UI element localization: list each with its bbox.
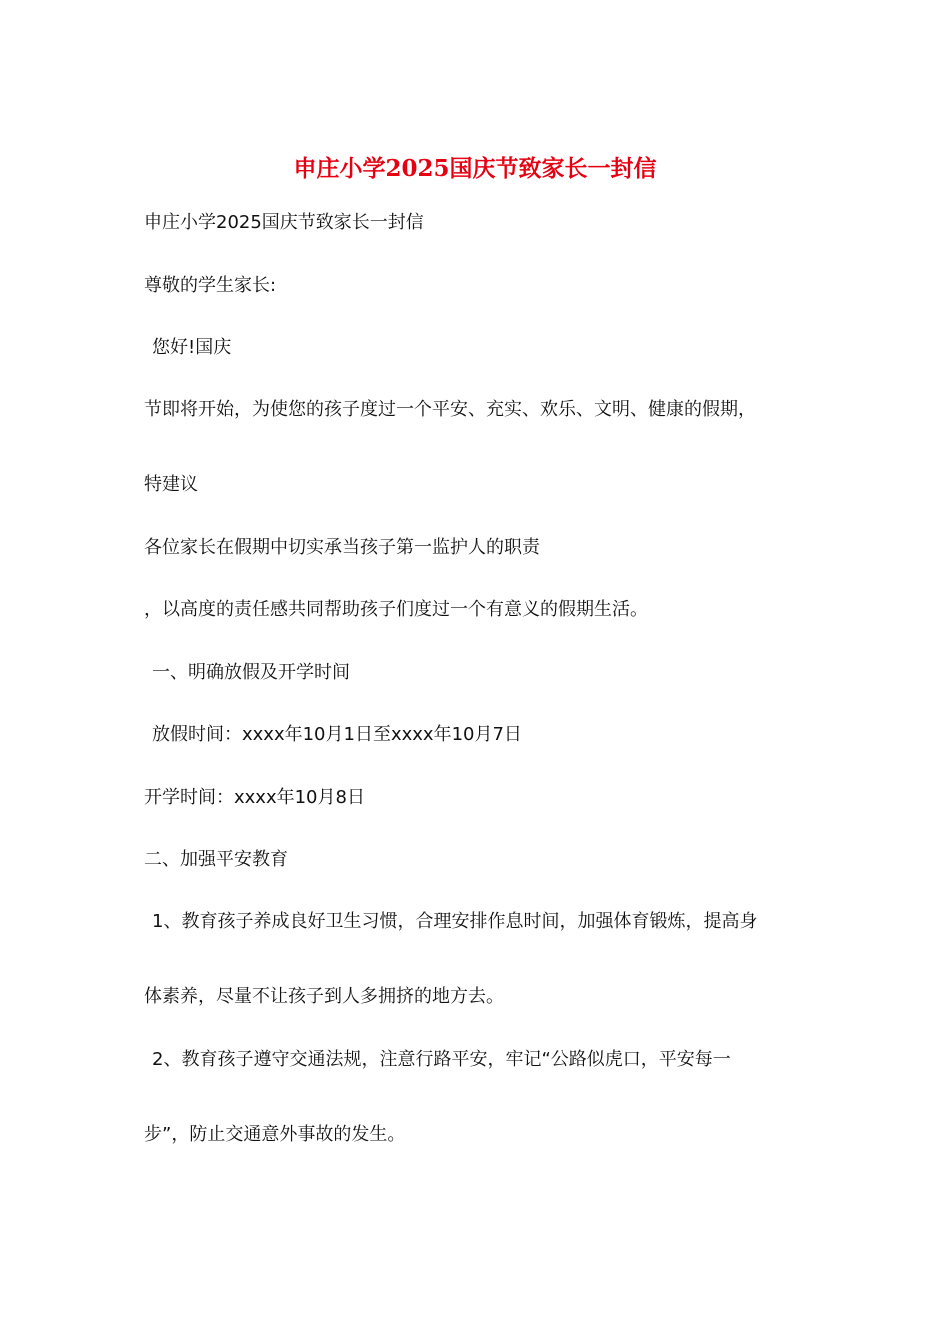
doc-line-suggest: 特建议 <box>144 474 198 495</box>
doc-line-holiday-time: 放假时间：xxxx年10月1日至xxxx年10月7日 <box>152 724 522 745</box>
document-title: 申庄小学2025国庆节致家长一封信 <box>293 155 657 182</box>
doc-line-item-2-cont: 步”，防止交通意外事故的发生。 <box>144 1124 406 1145</box>
doc-line-intro: 节即将开始，为使您的孩子度过一个平安、充实、欢乐、文明、健康的假期， <box>144 399 756 420</box>
doc-line-item-1: 1、教育孩子养成良好卫生习惯，合理安排作息时间，加强体育锻炼，提高身 <box>152 911 758 932</box>
doc-line-duty: 各位家长在假期中切实承当孩子第一监护人的职责 <box>144 537 540 558</box>
section-heading-safety: 二、加强平安教育 <box>144 849 288 870</box>
doc-line-item-2: 2、教育孩子遵守交通法规，注意行路平安，牢记“公路似虎口，平安每一 <box>152 1049 731 1070</box>
doc-line-item-1-cont: 体素养，尽量不让孩子到人多拥挤的地方去。 <box>144 986 504 1007</box>
section-heading-schedule: 一、明确放假及开学时间 <box>152 662 350 683</box>
doc-line-salutation: 尊敬的学生家长: <box>144 275 277 296</box>
doc-line-subtitle: 申庄小学2025国庆节致家长一封信 <box>144 212 424 233</box>
doc-line-greeting: 您好!国庆 <box>152 337 232 358</box>
doc-line-responsibility: ，以高度的责任感共同帮助孩子们度过一个有意义的假期生活。 <box>144 599 648 620</box>
doc-line-school-start: 开学时间：xxxx年10月8日 <box>144 787 365 808</box>
